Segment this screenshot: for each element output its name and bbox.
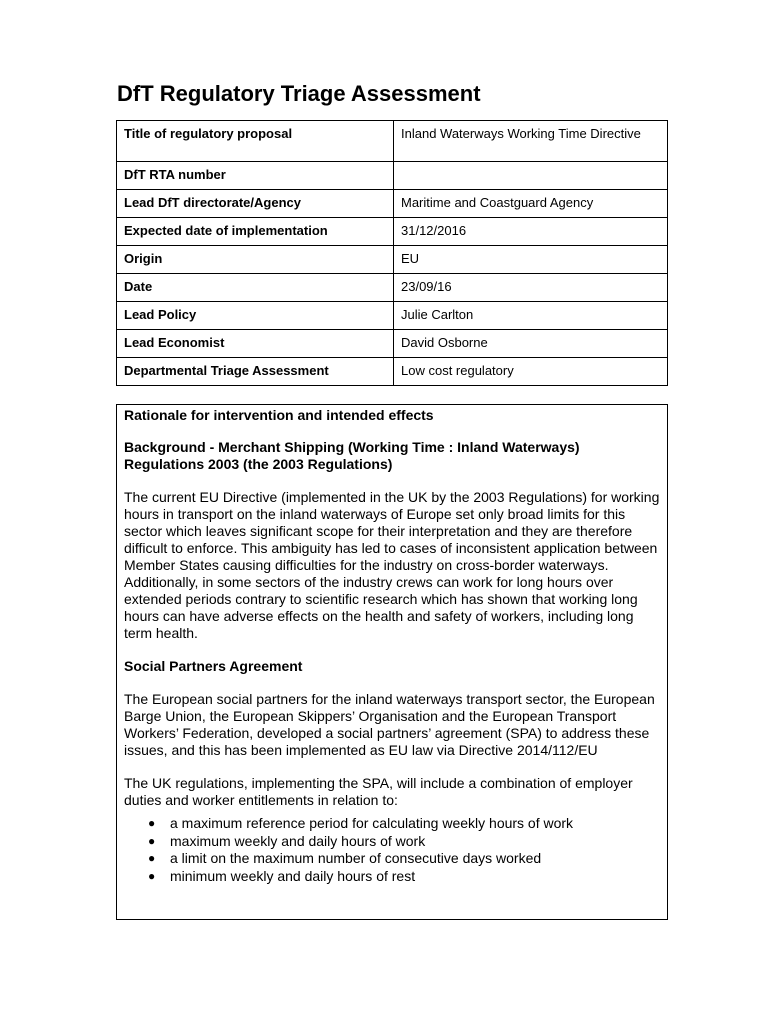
row-value: Maritime and Coastguard Agency — [394, 190, 668, 218]
proposal-info-table — [116, 120, 668, 386]
list-item-text: a limit on the maximum number of consecutive days worked — [170, 850, 542, 866]
row-value: Inland Waterways Working Time Directive — [394, 121, 668, 162]
row-value: Julie Carlton — [394, 302, 668, 330]
bullet-icon: ● — [148, 868, 156, 883]
table-row — [117, 218, 668, 246]
bullet-icon: ● — [148, 816, 156, 830]
row-label: Lead DfT directorate/Agency — [117, 190, 394, 218]
background-paragraph: The current EU Directive (implemented in the UK by the 2003 Regulations) for working hours in transport on the inland waterways of Europe set only broad limits for this sector which leaves significant scope for their interpretation and they are therefore difficult to enforce. This ambiguity has led to cases of inconsistent application between Member States causing difficulties for the industry on cross-border waterways. Additionally, in some sectors of the industry crews can work for long hours over extended periods contrary to scientific research which has shown that working long hours can have adverse effects on the health and safety of workers, including long term health. — [124, 489, 660, 641]
table-row — [117, 162, 668, 190]
row-label: Date — [117, 274, 394, 302]
list-item — [148, 850, 660, 868]
row-value: EU — [394, 246, 668, 274]
row-label: Lead Economist — [117, 330, 394, 358]
row-value: 23/09/16 — [394, 274, 668, 302]
uk-regulations-paragraph: The UK regulations, implementing the SPA, will include a combination of employer duties and worker entitlements in relation to: — [124, 775, 633, 808]
row-label: Title of regulatory proposal — [117, 121, 394, 162]
row-value: David Osborne — [394, 330, 668, 358]
bullet-icon: ● — [148, 851, 156, 865]
table-row — [117, 274, 668, 302]
row-label: Departmental Triage Assessment — [117, 358, 394, 386]
row-label: Lead Policy — [117, 302, 394, 330]
rationale-heading: Rationale for intervention and intended effects — [124, 407, 434, 423]
list-item — [148, 832, 660, 851]
table-row — [117, 302, 668, 330]
table-row — [117, 330, 668, 358]
list-item-text: minimum weekly and daily hours of rest — [170, 867, 416, 884]
entitlements-list — [124, 815, 660, 885]
row-value: Low cost regulatory — [394, 358, 668, 386]
row-value — [394, 162, 668, 190]
list-item — [148, 867, 660, 886]
list-item-text: a maximum reference period for calculating weekly hours of work — [170, 815, 574, 831]
spa-heading: Social Partners Agreement — [124, 658, 303, 674]
table-row — [117, 190, 668, 218]
row-value: 31/12/2016 — [394, 218, 668, 246]
table-row — [117, 358, 668, 386]
list-item-text: maximum weekly and daily hours of work — [170, 832, 426, 849]
page-title: DfT Regulatory Triage Assessment — [117, 81, 481, 106]
rationale-section — [116, 404, 668, 920]
background-heading: Background - Merchant Shipping (Working Time : Inland Waterways) Regulations 2003 (the 2003 Regulations) — [124, 439, 580, 472]
row-label: Origin — [117, 246, 394, 274]
list-item — [148, 815, 660, 833]
row-label: DfT RTA number — [117, 162, 394, 190]
row-label: Expected date of implementation — [117, 218, 394, 246]
table-row — [117, 246, 668, 274]
spa-paragraph: The European social partners for the inland waterways transport sector, the European Barge Union, the European Skippers’ Organisation and the European Transport Workers’ Federation, developed a social partners’ agreement (SPA) to address these issues, and this has been implemented as EU law via Directive 2014/112/EU — [124, 691, 655, 758]
table-row — [117, 121, 668, 162]
bullet-icon: ● — [148, 833, 156, 848]
